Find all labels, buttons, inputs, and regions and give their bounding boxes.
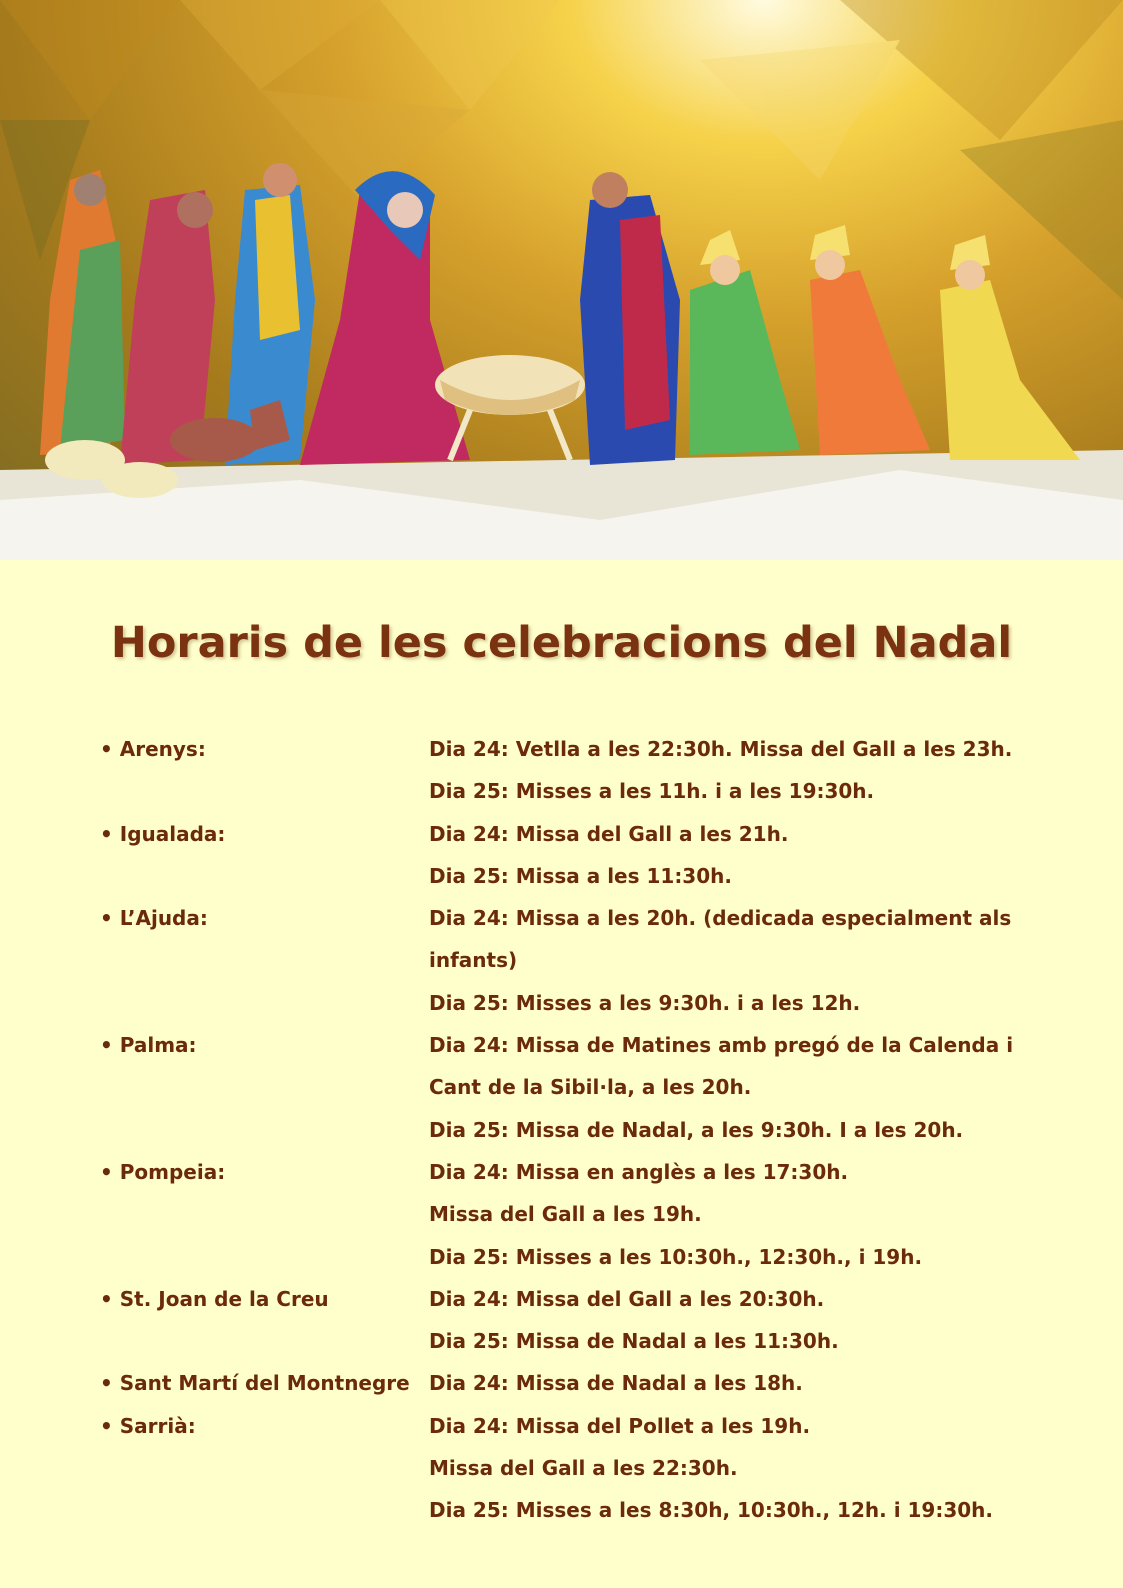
schedule-row bbox=[100, 1362, 1060, 1404]
schedule-row bbox=[100, 1447, 1060, 1489]
schedule-row bbox=[100, 855, 1060, 897]
nativity-illustration bbox=[0, 0, 1123, 560]
schedule-row bbox=[100, 1151, 1060, 1193]
schedule-row bbox=[100, 1109, 1060, 1151]
page-title: Horaris de les celebracions del Nadal bbox=[110, 618, 1013, 668]
schedule-row bbox=[100, 770, 1060, 812]
celebration-time: Dia 25: Misses a les 8:30h, 10:30h., 12h. i 19:30h. bbox=[429, 1498, 994, 1523]
celebration-time: Missa del Gall a les 22:30h. bbox=[429, 1456, 738, 1481]
celebration-time: Cant de la Sibil·la, a les 20h. bbox=[429, 1075, 752, 1100]
schedule-row bbox=[100, 1193, 1060, 1235]
schedule-row bbox=[100, 1320, 1060, 1362]
schedule-row bbox=[100, 813, 1060, 855]
schedule-list bbox=[100, 728, 1060, 1532]
celebration-time: Dia 24: Missa de Matines amb pregó de la Calenda i bbox=[429, 1033, 1014, 1058]
place-label: • Sarrià: bbox=[100, 1413, 196, 1438]
schedule-row bbox=[100, 1405, 1060, 1447]
schedule-row bbox=[100, 897, 1060, 939]
schedule-row bbox=[100, 1024, 1060, 1066]
celebration-time: Dia 24: Missa en anglès a les 17:30h. bbox=[429, 1159, 849, 1184]
celebration-time: Dia 24: Missa del Gall a les 21h. bbox=[429, 821, 789, 846]
celebration-time: Dia 25: Missa de Nadal, a les 9:30h. I a les 20h. bbox=[429, 1117, 964, 1142]
celebration-time: Dia 24: Missa del Pollet a les 19h. bbox=[429, 1413, 811, 1438]
schedule-row bbox=[100, 982, 1060, 1024]
place-label: • Arenys: bbox=[100, 737, 206, 761]
celebration-time: Dia 25: Misses a les 11h. i a les 19:30h. bbox=[429, 779, 875, 804]
place-label: • Igualada: bbox=[100, 821, 226, 846]
celebration-time: Dia 24: Missa de Nadal a les 18h. bbox=[429, 1371, 803, 1396]
place-label: • St. Joan de la Creu bbox=[100, 1286, 329, 1311]
place-label: • Sant Martí del Montnegre bbox=[100, 1371, 410, 1396]
schedule-row bbox=[100, 1489, 1060, 1531]
schedule-row bbox=[100, 1278, 1060, 1320]
celebration-time: Dia 24: Vetlla a les 22:30h. Missa del Gall a les 23h. bbox=[429, 737, 1013, 761]
celebration-time: Missa del Gall a les 19h. bbox=[429, 1202, 702, 1227]
schedule-row bbox=[100, 1066, 1060, 1108]
celebration-time: Dia 25: Missa a les 11:30h. bbox=[429, 863, 732, 888]
celebration-time: Dia 25: Misses a les 9:30h. i a les 12h. bbox=[429, 990, 861, 1015]
schedule-row bbox=[100, 939, 1060, 981]
place-label: • Pompeia: bbox=[100, 1159, 226, 1184]
celebration-time: infants) bbox=[429, 948, 518, 973]
celebration-time: Dia 24: Missa a les 20h. (dedicada especialment als bbox=[429, 906, 1012, 931]
schedule-row bbox=[100, 728, 1060, 770]
celebration-time: Dia 25: Missa de Nadal a les 11:30h. bbox=[429, 1329, 839, 1354]
place-label: • L’Ajuda: bbox=[100, 906, 208, 931]
celebration-time: Dia 24: Missa del Gall a les 20:30h. bbox=[429, 1286, 825, 1311]
nativity-banner bbox=[0, 0, 1123, 560]
celebration-time: Dia 25: Misses a les 10:30h., 12:30h., i 19h. bbox=[429, 1244, 923, 1269]
place-label: • Palma: bbox=[100, 1033, 197, 1058]
schedule-row bbox=[100, 1236, 1060, 1278]
